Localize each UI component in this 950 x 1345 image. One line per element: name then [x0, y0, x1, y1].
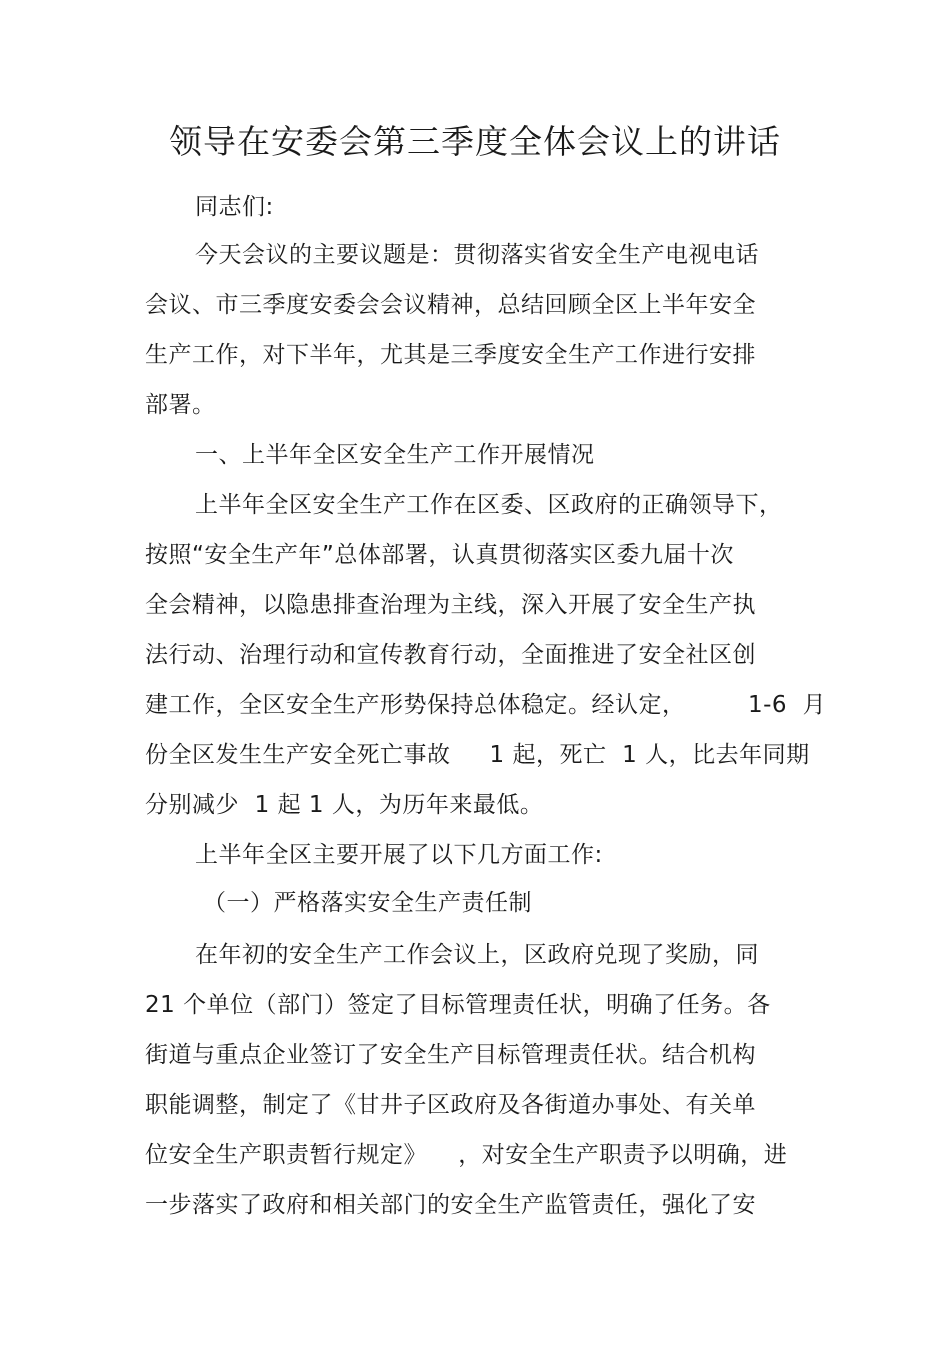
- paragraph-line: 生产工作，对下半年，尤其是三季度安全生产工作进行安排: [145, 342, 756, 368]
- paragraph-line: 职能调整，制定了《甘井子区政府及各街道办事处、有关单: [145, 1092, 756, 1118]
- paragraph-line: 今天会议的主要议题是：贯彻落实省安全生产电视电话: [195, 242, 759, 268]
- paragraph-line: 法行动、治理行动和宣传教育行动，全面推进了安全社区创: [145, 642, 756, 668]
- paragraph-line: 上半年全区安全生产工作在区委、区政府的正确领导下，: [195, 492, 783, 518]
- paragraph-line: 一步落实了政府和相关部门的安全生产监管责任，强化了安: [145, 1192, 756, 1218]
- paragraph-line: 建工作，全区安全生产形势保持总体稳定。经认定， 1-6 月: [145, 692, 827, 718]
- paragraph-line: 街道与重点企业签订了安全生产目标管理责任状。结合机构: [145, 1042, 756, 1068]
- subsection-heading: （一）严格落实安全生产责任制: [203, 890, 532, 916]
- paragraph-line: 位安全生产职责暂行规定》 ，对安全生产职责予以明确，进: [145, 1142, 788, 1168]
- paragraph-line: 会议、市三季度安委会会议精神，总结回顾全区上半年安全: [145, 292, 756, 318]
- paragraph-line: 按照“安全生产年”总体部署，认真贯彻落实区委九届十次: [145, 542, 734, 568]
- paragraph-line: 部署。: [145, 392, 216, 418]
- paragraph-line: 份全区发生生产安全死亡事故 1 起，死亡 1 人，比去年同期: [145, 742, 810, 768]
- paragraph-line: 在年初的安全生产工作会议上，区政府兑现了奖励，同: [195, 942, 759, 968]
- salutation: 同志们:: [195, 194, 274, 220]
- paragraph-line: 分别减少 1 起 1 人，为历年来最低。: [145, 792, 544, 818]
- paragraph-line: 上半年全区主要开展了以下几方面工作:: [195, 842, 603, 868]
- paragraph-line: 21 个单位（部门）签定了目标管理责任状，明确了任务。各: [145, 992, 771, 1018]
- document-title: 领导在安委会第三季度全体会议上的讲话: [169, 122, 781, 161]
- paragraph-line: 全会精神，以隐患排查治理为主线，深入开展了安全生产执: [145, 592, 756, 618]
- section-heading: 一、上半年全区安全生产工作开展情况: [195, 442, 595, 468]
